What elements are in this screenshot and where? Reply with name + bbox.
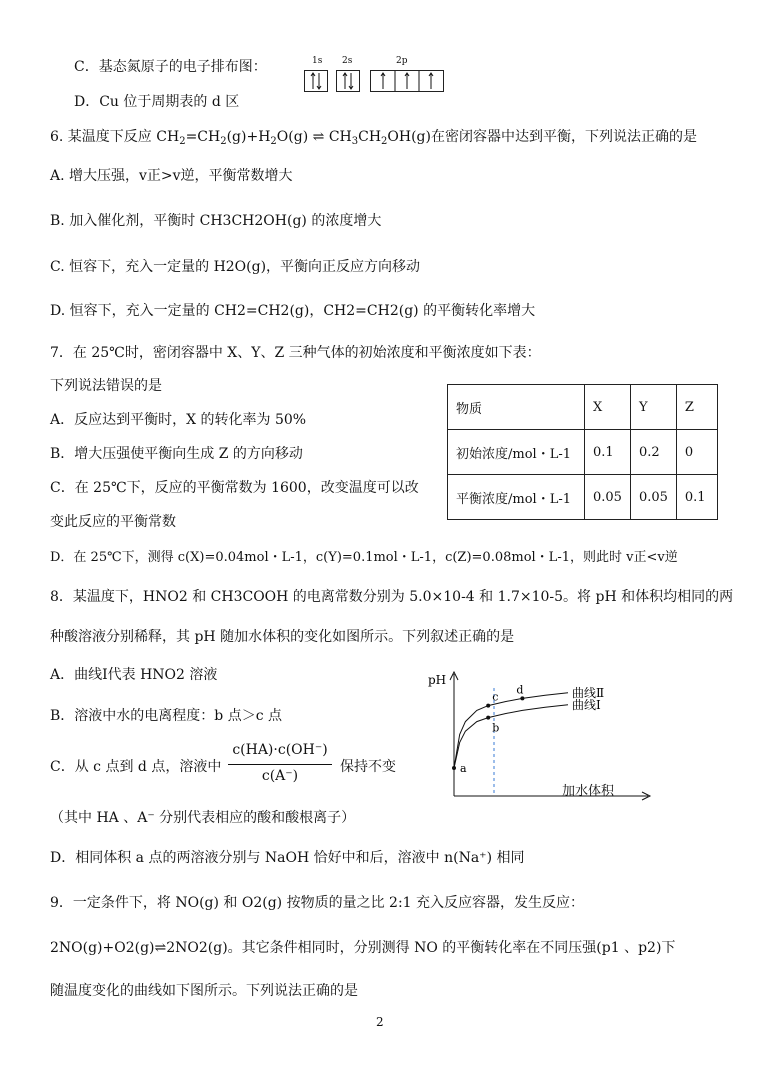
q6-stem: 6. 某温度下反应 $CH_2=CH_2(g)+H_2O(g)$ ⇌ $CH_3CH_2OH(g)$在密闭容器中达到平衡，下列说法正确的是 [50,129,697,147]
q7-option-b: B．增大压强使平衡向生成 Z 的方向移动 [50,446,303,462]
table-cell: 0.05 [585,475,631,520]
series-label-1: 曲线Ⅱ [572,685,605,700]
y-axis-label: pH [428,673,447,687]
q5-option-d: D．Cu 位于周期表的 d 区 [74,94,240,110]
q8-stem-line2: 种酸溶液分别稀释，其 pH 随加水体积的变化如图所示。下列叙述正确的是 [50,629,515,645]
series-label-2: 曲线Ⅰ [572,697,601,712]
ph-dilution-chart [428,668,658,808]
series-line-1 [454,690,568,768]
fraction-numerator: c(HA)·c(OH⁻) [232,742,328,758]
table-cell: 0.2 [630,430,676,475]
q6-option-b: B. 加入催化剂，平衡时 CH3CH2OH(g) 的浓度增大 [50,213,382,229]
q8-option-b: B．溶液中水的电离程度：b 点＞c 点 [50,708,282,724]
q6-option-d: D. 恒容下，充入一定量的 CH2=CH2(g)，CH2=CH2(g) 的平衡转化率增大 [50,303,536,319]
orbital-2s-label: 2s [342,56,353,66]
q7-option-d: D．在 25℃下，测得 c(X)=0.04mol・L-1，c(Y)=0.1mol・L-1，c(Z)=0.08mol・L-1，则此时 v正<v逆 [50,550,678,565]
table-header-row [448,385,718,430]
fraction-bar [228,764,332,765]
q8-note: （其中 HA 、A⁻ 分别代表相应的酸和酸根离子） [50,810,356,826]
point-d [520,696,524,700]
q9-stem: 9．一定条件下，将 NO(g) 和 O2(g) 按物质的量之比 2:1 充入反应容器，发生反应： [50,895,585,911]
q8-option-d: D．相同体积 a 点的两溶液分别与 NaOH 恰好中和后，溶液中 n(Na⁺) 相同 [50,850,525,866]
table-cell: 平衡浓度/mol・L-1 [448,475,585,520]
orbital-2p-label: 2p [396,56,408,66]
q7-option-c-line2: 变此反应的平衡常数 [50,514,176,530]
q8-option-c-tail: 保持不变 [340,759,396,775]
series-line-2 [454,705,568,768]
x-axis-label: 加水体积 [562,784,615,799]
q8-option-a: A．曲线Ⅰ代表 HNO2 溶液 [50,667,218,683]
point-label-a: a [460,762,467,775]
q6-option-c: C. 恒容下，充入一定量的 H2O(g)，平衡向正反应方向移动 [50,259,421,275]
table-cell: Z [676,385,717,430]
table-cell: 0.05 [630,475,676,520]
point-b [486,716,490,720]
q7-option-a: A．反应达到平衡时，X 的转化率为 50% [50,412,307,428]
table-row [448,475,718,520]
table-cell: 0.1 [585,430,631,475]
q5-option-c: C．基态氮原子的电子排布图： [74,59,267,75]
page-number: 2 [376,1015,384,1029]
q7-stem: 7．在 25℃时，密闭容器中 X、Y、Z 三种气体的初始浓度和平衡浓度如下表： [50,345,541,361]
point-label-b: b [492,721,500,735]
orbital-2s-box [336,70,360,92]
table-cell: 初始浓度/mol・L-1 [448,430,585,475]
q9-last: 随温度变化的曲线如下图所示。下列说法正确的是 [50,983,358,999]
point-a [452,766,456,770]
table-cell: 物质 [448,385,585,430]
q9-equation: 2NO(g)+O2(g)⇌2NO2(g)。其它条件相同时，分别测得 NO 的平衡转化率在不同压强(p1 、p2)下 [50,940,676,956]
orbital-1s-label: 1s [312,56,323,66]
q7-option-c-line1: C．在 25℃下，反应的平衡常数为 1600，改变温度可以改 [50,480,419,496]
concentration-table [447,384,718,520]
table-cell: X [585,385,631,430]
table-row [448,430,718,475]
table-cell: 0.1 [676,475,717,520]
q7-lead: 下列说法错误的是 [50,378,162,394]
orbital-1s-box [304,70,328,92]
table-cell: 0 [676,430,717,475]
fraction-denominator: c(A⁻) [261,768,299,784]
q8-option-c: C．从 c 点到 d 点，溶液中 [50,759,222,775]
q6-option-a: A. 增大压强，v正>v逆，平衡常数增大 [50,168,293,184]
equilibrium-arrow-icon: ⇌ [312,129,325,145]
table-cell: Y [630,385,676,430]
orbital-diagram [304,56,484,96]
orbital-2p-box [370,70,444,92]
point-c [486,704,490,708]
point-label-d: d [516,683,524,697]
point-label-c: c [492,690,499,704]
q8-stem-line1: 8．某温度下，HNO2 和 CH3COOH 的电离常数分别为 5.0×10-4 和 1.7×10-5。将 pH 和体积均相同的两 [50,589,734,605]
